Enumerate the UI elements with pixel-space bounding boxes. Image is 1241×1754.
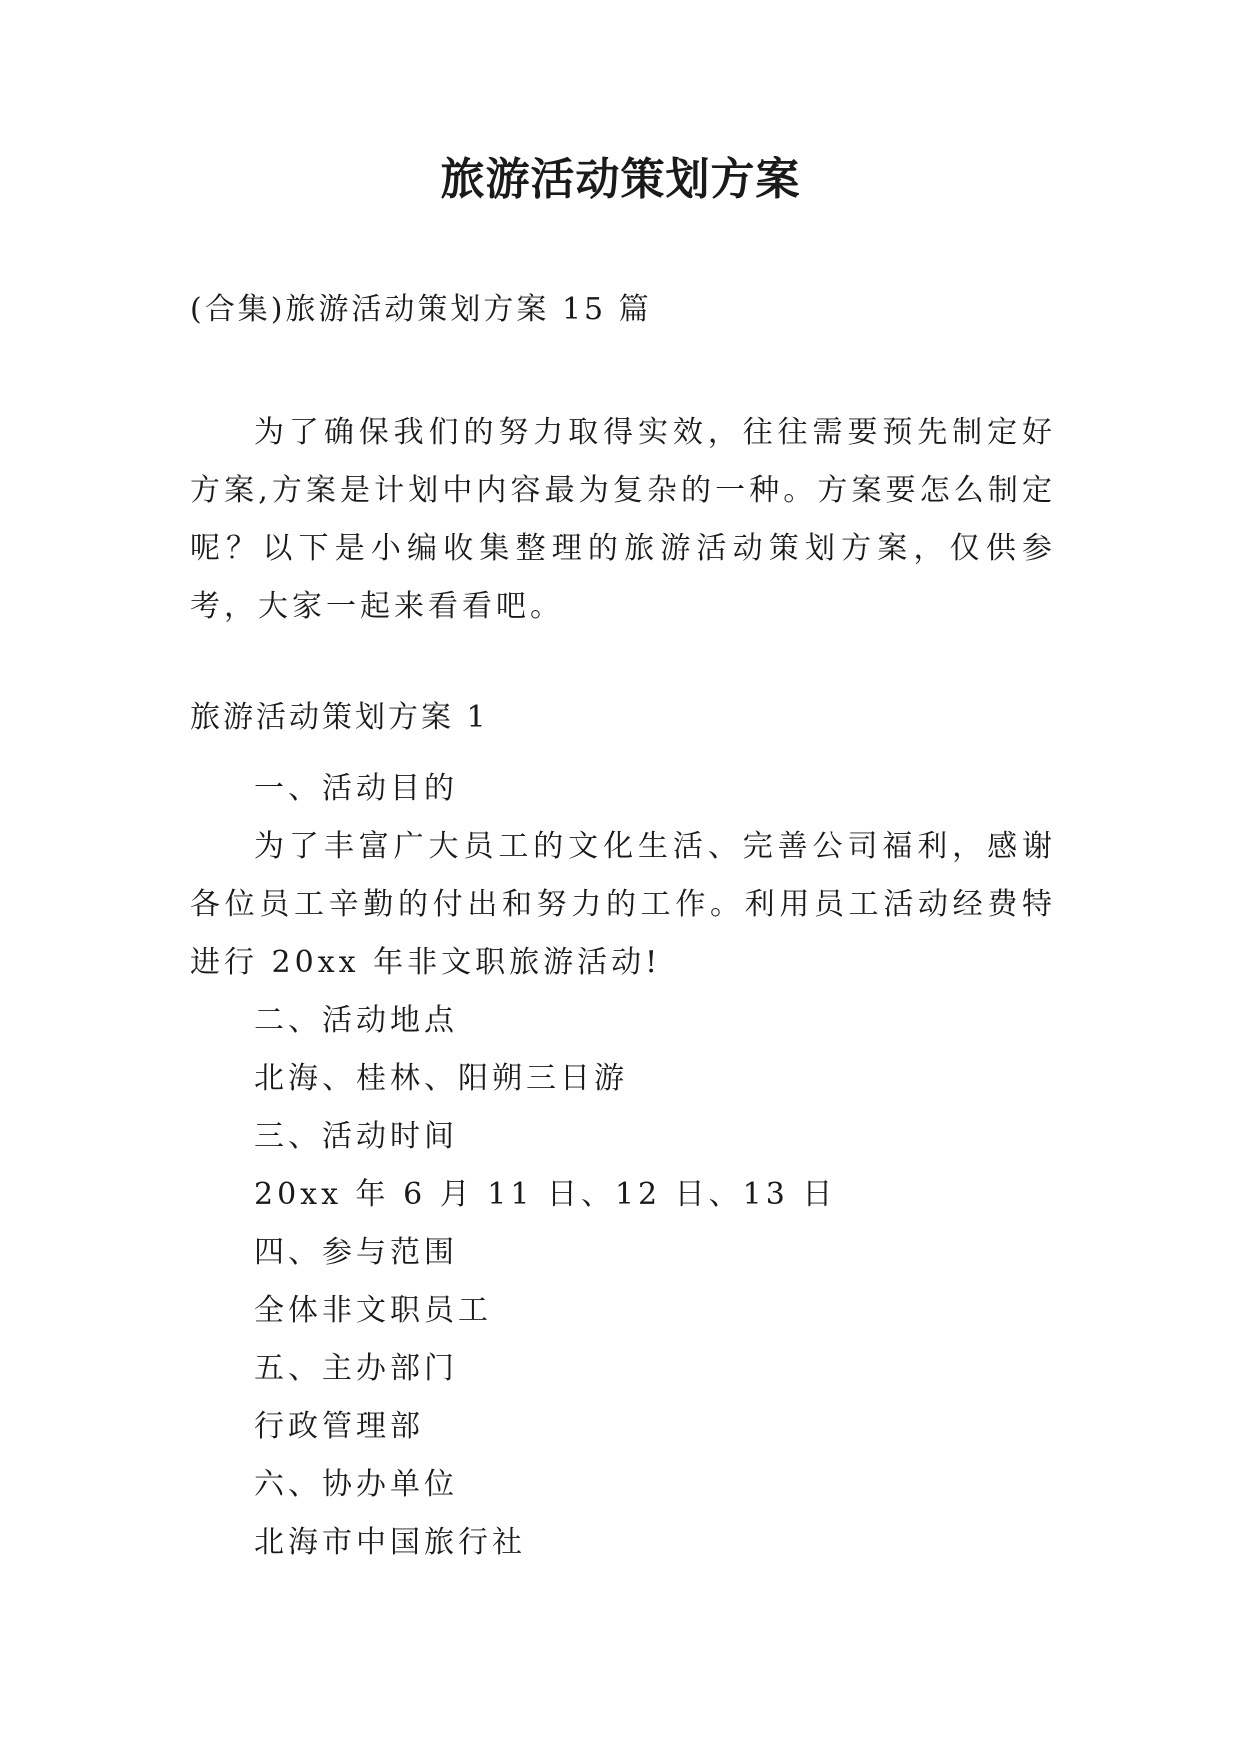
time-value: 20xx 年 6 月 11 日、12 日、13 日 (254, 1177, 837, 1212)
section-body (190, 760, 1056, 1572)
item-heading-organizer: 五、主办部门 (254, 1351, 458, 1386)
document-subtitle: (合集)旅游活动策划方案 15 篇 (190, 292, 652, 327)
location-value: 北海、桂林、阳朔三日游 (254, 1061, 628, 1096)
document-title: 旅游活动策划方案 (440, 154, 801, 205)
organizer-value: 行政管理部 (254, 1409, 424, 1444)
section-heading: 旅游活动策划方案 1 (190, 700, 489, 735)
item-heading-location: 二、活动地点 (254, 1003, 458, 1038)
co-organizer-value: 北海市中国旅行社 (254, 1525, 526, 1560)
purpose-paragraph: 为了丰富广大员工的文化生活、完善公司福利，感谢各位员工辛勤的付出和努力的工作。利用员工活动经费特进行 20xx 年非文职旅游活动! (190, 829, 1056, 980)
intro-paragraph: 为了确保我们的努力取得实效，往往需要预先制定好方案,方案是计划中内容最为复杂的一种。方案要怎么制定呢？以下是小编收集整理的旅游活动策划方案，仅供参考，大家一起来看看吧。 (190, 415, 1056, 624)
item-heading-co-organizer: 六、协办单位 (254, 1467, 458, 1502)
item-heading-purpose: 一、活动目的 (254, 771, 458, 806)
scope-value: 全体非文职员工 (254, 1293, 492, 1328)
item-heading-scope: 四、参与范围 (254, 1235, 458, 1270)
item-heading-time: 三、活动时间 (254, 1119, 458, 1154)
